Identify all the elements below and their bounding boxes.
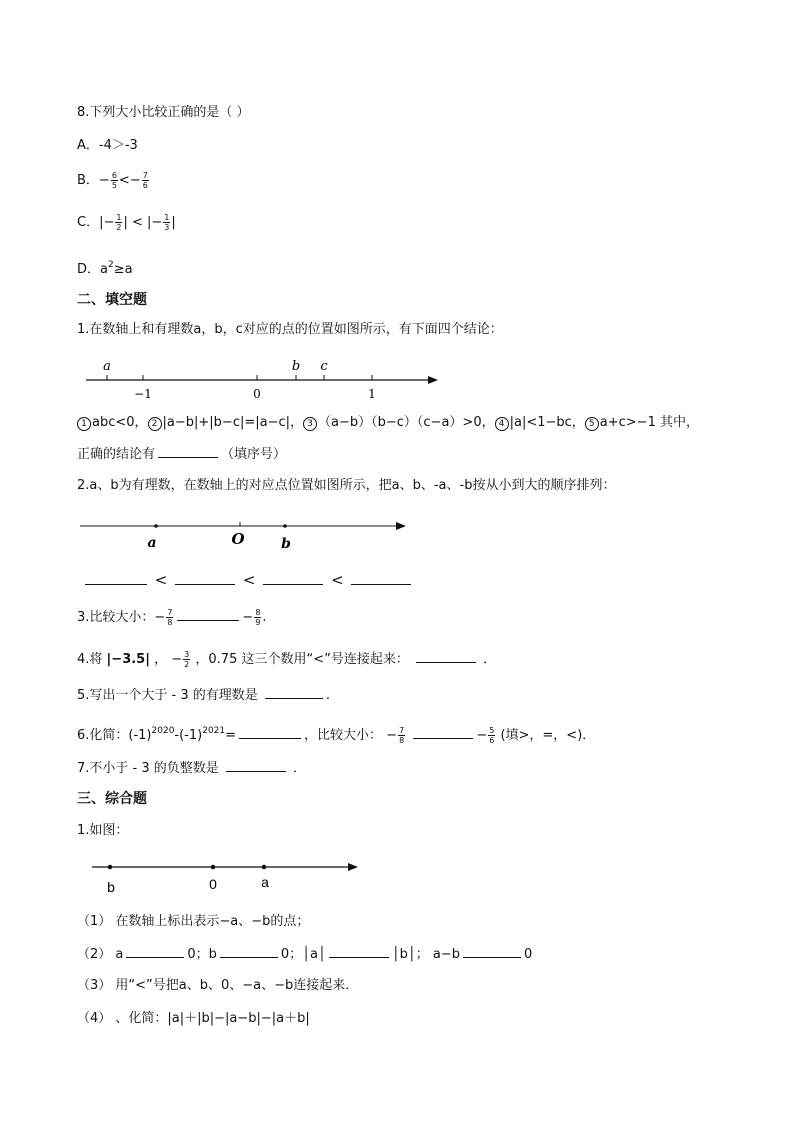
numerator: 8	[255, 608, 261, 617]
question-text: 6.化简：(-1)	[77, 728, 152, 743]
fraction	[488, 726, 495, 745]
less-than: <	[242, 571, 256, 589]
s2-q2-number-line	[80, 515, 415, 555]
s2-q4: 4.将 |−3.5| ， − $\frac{3}{2}$ ，0.75 这三个数用“<”号连接起来： ．	[77, 650, 497, 669]
part-text: （2） a	[77, 947, 124, 962]
s3-part2	[77, 945, 532, 964]
point-b	[283, 524, 287, 528]
answer-blank[interactable]	[239, 726, 301, 739]
conclusion-text: |a−b|+|b−c|=|a−c|，	[162, 415, 304, 430]
s3-part4: （4） 、化简：|a|＋|b|−|a−b|−|a＋b|	[77, 1011, 310, 1026]
section2-title: 二、填空题	[77, 292, 147, 308]
s2-q2-stem: 2.a、b为有理数，在数轴上的对应点位置如图所示，把a、b、-a、-b按从小到大的顺序排列：	[77, 478, 616, 493]
denominator: 9	[255, 618, 261, 627]
q8-option-d-text: D．a	[77, 262, 108, 277]
question-text: ，0.75 这三个数用“<”号连接起来：	[195, 652, 409, 667]
s3-part3: （3） 用“<”号把a、b、0、−a、−b连接起来．	[77, 978, 359, 993]
point-a	[154, 524, 158, 528]
section3-title: 三、综合题	[77, 791, 147, 807]
arrow-head	[428, 376, 438, 384]
numerator: 7	[399, 726, 405, 735]
arrow-head	[396, 522, 406, 530]
denominator: 6	[142, 181, 148, 190]
answer-blank[interactable]	[158, 445, 218, 458]
answer-blank[interactable]	[220, 945, 278, 958]
s3-q1-stem: 1.如图：	[77, 823, 129, 838]
q8-option-d-rest: ≥a	[113, 262, 133, 277]
question-text: -(-1)	[174, 728, 203, 743]
fraction	[111, 171, 118, 190]
q8-option-a: A．-4＞-3	[77, 138, 138, 153]
less-than: <	[118, 173, 130, 188]
q8-option-b-prefix: B．	[77, 173, 99, 188]
s2-q1-conclusions	[77, 414, 699, 432]
s3-q1-number-line	[92, 856, 367, 896]
q8-option-d	[77, 256, 133, 279]
q8-stem: 8.下列大小比较正确的是（ ）	[77, 105, 250, 120]
fraction	[398, 726, 405, 745]
answer-blank[interactable]	[329, 945, 389, 958]
less-than: <	[331, 571, 344, 589]
s2-q5: 5.写出一个大于 - 3 的有理数是 .	[77, 688, 331, 703]
answer-blank[interactable]	[413, 726, 473, 739]
label-c: c	[320, 359, 328, 374]
conclusion-text: a+c>−1 其中，	[599, 415, 699, 430]
s2-q7: 7.不小于 - 3 的负整数是 ．	[77, 761, 307, 776]
answer-blank[interactable]	[416, 650, 476, 663]
q8-option-c: C．|− $\frac{1}{2}$ | < |− $\frac{1}{3}$ |	[77, 213, 176, 232]
label-a: a	[103, 359, 111, 374]
answer-blank[interactable]	[175, 572, 235, 585]
part-text: 0；b	[187, 947, 217, 962]
superscript: 2021	[202, 726, 226, 736]
fraction	[166, 608, 173, 627]
part-text: 0；│a│	[280, 947, 326, 962]
numerator: 7	[142, 171, 148, 180]
answer-prompt: 正确的结论有	[77, 447, 156, 462]
s2-q1-stem: 1.在数轴上和有理数a，b，c对应的点的位置如图所示，有下面四个结论：	[77, 322, 503, 337]
superscript: 2020	[151, 726, 175, 736]
s3-part1: （1） 在数轴上标出表示−a、−b的点；	[77, 914, 310, 929]
less-than: <	[131, 215, 143, 230]
label-origin: O	[231, 530, 245, 548]
superscript: 2	[107, 260, 114, 270]
fraction	[142, 171, 149, 190]
conclusion-text: （a−b）（b−c）（c−a）>0，	[318, 415, 495, 430]
fraction	[183, 650, 190, 669]
question-text: 7.不小于 - 3 的负整数是	[77, 761, 219, 776]
answer-blank[interactable]	[85, 572, 147, 585]
label-b: b	[281, 536, 291, 552]
denominator: 5	[111, 181, 117, 190]
part-text: 0	[523, 947, 533, 962]
answer-blank[interactable]	[463, 945, 521, 958]
denominator: 6	[489, 736, 495, 745]
separator: ，	[154, 652, 168, 667]
denominator: 3	[164, 223, 170, 232]
equals: =	[225, 728, 237, 743]
abs-value: |−3.5|	[106, 652, 150, 667]
label-neg1: −1	[134, 387, 152, 401]
answer-blank[interactable]	[263, 572, 323, 585]
circled-number: 4	[495, 417, 509, 431]
s2-q1-number-line	[86, 352, 446, 404]
circled-number: 3	[303, 417, 317, 431]
point-b	[108, 865, 113, 870]
label-a: a	[147, 535, 157, 551]
answer-blank[interactable]	[126, 945, 184, 958]
s2-q3: 3.比较大小：− $\frac{7}{8}$ − $\frac{8}{9}$ .	[77, 608, 267, 627]
answer-blank[interactable]	[265, 686, 323, 699]
circled-number: 1	[77, 417, 91, 431]
point-0	[211, 865, 216, 870]
label-b: b	[107, 879, 115, 895]
numerator: 5	[489, 726, 495, 735]
label-0: 0	[253, 387, 261, 401]
question-text: 5.写出一个大于 - 3 的有理数是	[77, 688, 258, 703]
numerator: 3	[184, 650, 190, 659]
s2-q2-answer-row	[82, 571, 414, 589]
part-text: │b│； a−b	[391, 947, 460, 962]
answer-hint: （填序号）	[221, 447, 287, 462]
less-than: <	[154, 571, 168, 589]
circled-number: 2	[148, 417, 162, 431]
denominator: 8	[167, 618, 173, 627]
numerator: 1	[116, 213, 122, 222]
point-a	[262, 865, 267, 870]
s2-q6: 6.化简：$(-1)^{2020}-(-1)^{2021}=$ ，比较大小： − $\frac{7}{8}$ − $\frac{5}{6}$ (填>，=，<)．	[77, 726, 596, 745]
q8-option-b: B．− $\frac{6}{5}$ <− $\frac{7}{6}$	[77, 171, 148, 190]
numerator: 6	[111, 171, 117, 180]
arrow-head	[348, 863, 358, 871]
denominator: 2	[116, 223, 122, 232]
answer-blank[interactable]	[226, 759, 286, 772]
circled-number: 5	[585, 417, 599, 431]
label-0: 0	[209, 876, 217, 892]
fraction	[115, 213, 122, 232]
question-text: ，比较大小：	[304, 728, 383, 743]
denominator: 8	[399, 736, 405, 745]
label-1: 1	[368, 387, 376, 401]
question-hint: (填>，=，<)．	[500, 728, 596, 743]
conclusion-text: |a|<1−bc，	[509, 415, 585, 430]
conclusion-text: abc<0，	[92, 415, 148, 430]
s2-q1-answer-line	[77, 445, 286, 464]
q8-option-c-prefix: C．	[77, 215, 100, 230]
question-text: 4.将	[77, 652, 103, 667]
answer-blank[interactable]	[351, 572, 411, 585]
numerator: 7	[167, 608, 173, 617]
question-text: 3.比较大小：	[77, 610, 155, 625]
label-a: a	[261, 874, 269, 890]
numerator: 1	[164, 213, 170, 222]
label-b: b	[291, 359, 301, 374]
fraction	[163, 213, 170, 232]
fraction	[254, 608, 261, 627]
denominator: 2	[184, 660, 190, 669]
answer-blank[interactable]	[177, 608, 239, 621]
